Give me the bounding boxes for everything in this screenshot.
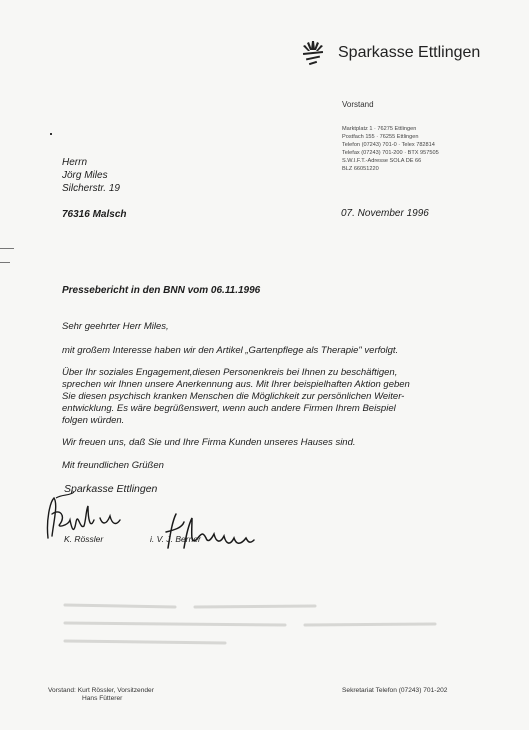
fold-mark (0, 248, 14, 249)
signer-name-2: i. V. J. Berner (150, 534, 201, 544)
footer-secretariat: Sekretariat Telefon (07243) 701-202 (342, 687, 448, 694)
handwritten-signature-2 (160, 508, 260, 558)
letter-paragraph-line: folgen würden. (62, 415, 125, 426)
address-line: Telefax (07243) 701-200 · BTX 957505 (342, 150, 439, 156)
letter-subject: Pressebericht in den BNN vom 06.11.1996 (62, 285, 261, 296)
signature-bank-name: Sparkasse Ettlingen (64, 483, 158, 495)
punch-dot (50, 133, 52, 135)
letter-closing: Mit freundlichen Grüßen (62, 460, 164, 471)
letter-paragraph-line: Sie diesen psychisch kranken Menschen die Möglichkeit zur persönlichen Weiter- (62, 391, 405, 402)
address-line: Postfach 155 · 76255 Ettlingen (342, 134, 419, 140)
footer-board-line: Vorstand: Kurt Rössler, Vorsitzender (48, 687, 154, 694)
letter-paragraph-line: Über Ihr soziales Engagement,diesen Personenkreis bei Ihnen zu beschäftigen, (62, 367, 398, 378)
recipient-salutation: Herrn (62, 157, 88, 168)
address-line: Telefon (07243) 701-0 · Telex 782814 (342, 142, 435, 148)
department-label: Vorstand (342, 100, 374, 109)
bank-logo-text: Sparkasse Ettlingen (338, 44, 481, 61)
address-line: S.W.I.F.T.-Adresse SOLA DE 66 (342, 158, 422, 164)
fold-mark (0, 262, 10, 263)
signer-name-1: K. Rössler (64, 534, 104, 544)
recipient-name: Jörg Miles (62, 170, 108, 181)
recipient-city: 76316 Malsch (62, 209, 127, 220)
letter-greeting: Sehr geehrter Herr Miles, (62, 321, 169, 332)
sparkasse-logo-icon (298, 38, 328, 68)
address-line: Marktplatz 1 · 76275 Ettlingen (342, 126, 417, 132)
letter-paragraph: mit großem Interesse haben wir den Artikel „Gartenpflege als Therapie" verfolgt. (62, 345, 399, 356)
letter-paragraph-line: entwicklung. Es wäre begrüßenswert, wenn auch andere Firmen Ihrem Beispiel (62, 403, 396, 414)
recipient-street: Silcherstr. 19 (62, 183, 120, 194)
letter-date: 07. November 1996 (341, 208, 429, 219)
letter-paragraph-line: sprechen wir Ihnen unsere Anerkennung aus. Mit Ihrer beispielhaften Aktion geben (62, 379, 410, 390)
letter-paragraph: Wir freuen uns, daß Sie und Ihre Firma Kunden unseres Hauses sind. (62, 437, 356, 448)
bleed-through-texture (55, 595, 475, 655)
footer-board-line: Hans Fütterer (82, 695, 123, 702)
address-line: BLZ 66051220 (342, 166, 379, 172)
